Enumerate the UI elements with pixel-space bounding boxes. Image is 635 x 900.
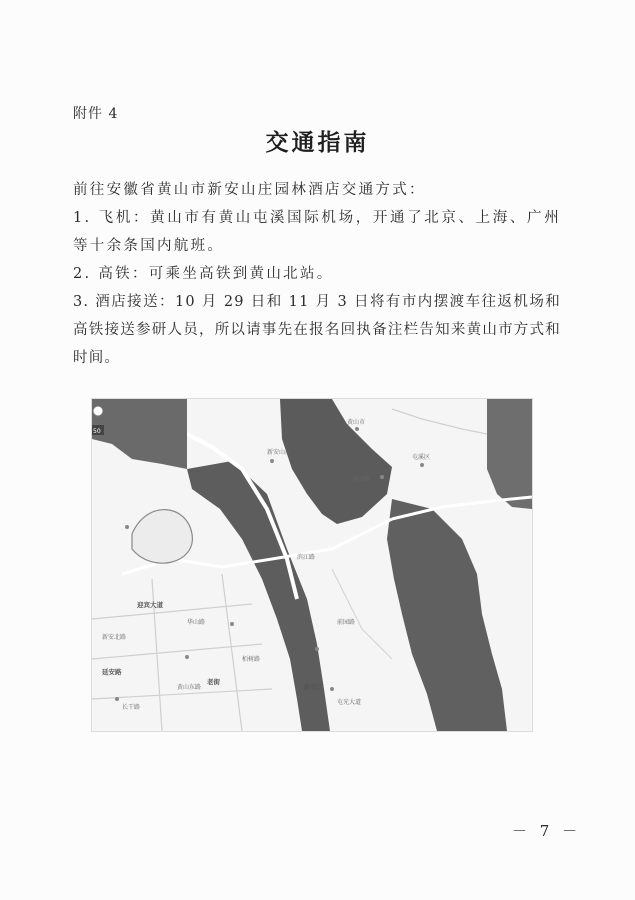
road-grid-6 [332,569,392,659]
map-label: 新安北路 [102,634,127,641]
lake-east [387,499,507,731]
map-label: 老街 [207,678,220,686]
map-label: 华山路 [187,619,206,626]
map-graphic [92,399,532,731]
map-pin [115,697,119,701]
map-label: 滨江路 [297,554,316,561]
compass-icon [93,406,103,416]
map-label: 栢树路 [242,656,261,663]
road-grid-2 [92,644,262,659]
item-train: 2. 高铁：可乘坐高铁到黄山北站。 [73,266,334,282]
map-label: 屯溪区 [412,454,431,461]
map-pin [355,427,359,431]
item-shuttle: 3. 酒店接送：10 月 29 日和 11 月 3 日将有市内摆渡车往返机场和高铁接送参研人员，所以请事先在报名回执备注栏告知来黄山市方式和时间。 [73,294,561,366]
map-pin [380,475,384,479]
map-label: 新安江 [304,683,324,691]
map-label: 前园路 [337,619,356,626]
map-label: 黄山路 [352,476,371,483]
page-number: － 7 － [512,822,582,840]
attachment-label: 附件 4 [73,106,119,122]
map-pin [125,525,129,529]
location-map [91,398,533,732]
lake-west [92,399,187,469]
map-pin [420,463,424,467]
scale-label: 50 [93,428,101,435]
map-pin [230,622,234,626]
map-label: 屯光大道 [337,699,362,706]
road-north [392,409,487,434]
item-flight: 1. 飞机：黄山市有黄山屯溪国际机场，开通了北京、上海、广州等十余条国内航班。 [73,210,561,254]
map-label: 长干路 [122,704,141,711]
road-grid-5 [222,574,242,731]
map-pin [315,647,319,651]
map-label: 黄山东路 [177,684,202,691]
page-title: 交通指南 [265,129,370,156]
map-pin [330,687,334,691]
road-ring [132,510,192,564]
map-pin [270,459,274,463]
map-label: 延安路 [102,668,122,676]
map-label: 新安山庄 [267,449,292,456]
lake-north [280,399,392,524]
map-label: 黄山市 [347,419,366,426]
lake-far-east [487,399,532,509]
document-body [73,176,561,372]
map-label: 迎宾大道 [137,601,163,609]
map-pin [185,655,189,659]
intro-line: 前往安徽省黄山市新安山庄园林酒店交通方式： [73,182,426,198]
